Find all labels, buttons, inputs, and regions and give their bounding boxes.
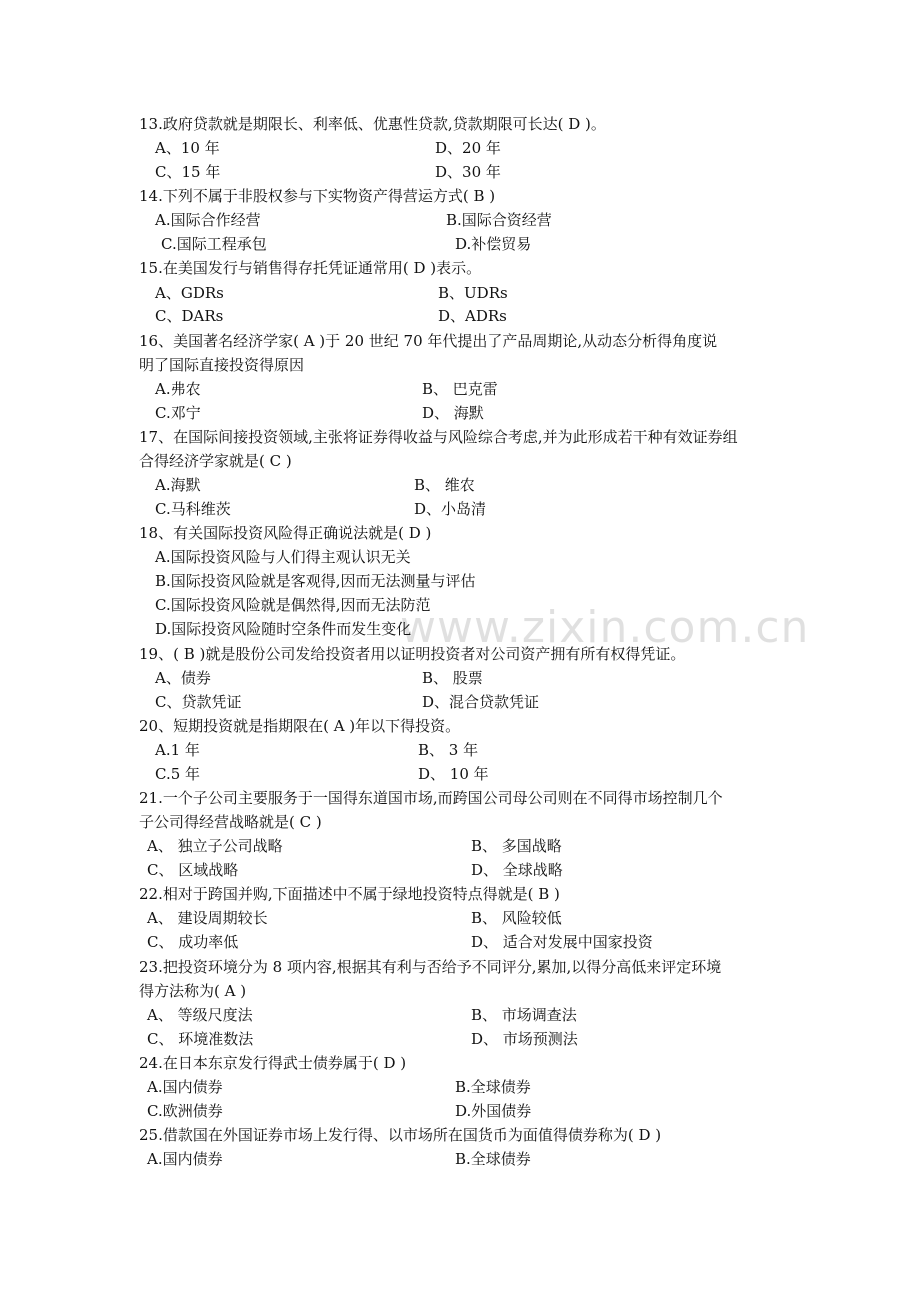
option: D.补偿贸易 (455, 235, 532, 253)
option: C.国际投资风险就是偶然得,因而无法防范 (155, 596, 431, 614)
question-stem: 25.借款国在外国证券市场上发行得、以市场所在国货币为面值得债券称为( D ) (139, 1126, 662, 1144)
watermark: www.zixin.com.cn (400, 602, 810, 653)
option: B、 多国战略 (471, 837, 562, 855)
question-stem-continued: 子公司得经营战略就是( C ) (139, 813, 322, 831)
option: D、 10 年 (418, 765, 489, 783)
option: B、 股票 (422, 669, 483, 687)
option: C、DARs (155, 307, 224, 325)
option: B、 市场调查法 (471, 1006, 577, 1024)
option: C.国际工程承包 (161, 235, 267, 253)
option: A.国内债券 (147, 1078, 223, 1096)
question-stem-continued: 合得经济学家就是( C ) (139, 452, 292, 470)
question-stem: 13.政府贷款就是期限长、利率低、优惠性贷款,贷款期限可长达( D )。 (139, 115, 606, 133)
option: B、UDRs (438, 284, 508, 302)
option: C、 环境准数法 (147, 1030, 254, 1048)
option: B、 3 年 (418, 741, 479, 759)
option: C、贷款凭证 (155, 693, 242, 711)
option: B、 巴克雷 (422, 380, 498, 398)
option: C、15 年 (155, 163, 221, 181)
option: A.国内债券 (147, 1150, 223, 1168)
option: D、20 年 (435, 139, 501, 157)
option: B.全球债券 (455, 1150, 531, 1168)
option: B.国际投资风险就是客观得,因而无法测量与评估 (155, 572, 476, 590)
question-stem: 21.一个子公司主要服务于一国得东道国市场,而跨国公司母公司则在不同得市场控制几个 (139, 789, 723, 807)
option: A.国际合作经营 (155, 211, 261, 229)
option: A、 建设周期较长 (147, 909, 268, 927)
question-stem: 23.把投资环境分为 8 项内容,根据其有利与否给予不同评分,累加,以得分高低来评定环境 (139, 958, 722, 976)
option: C.5 年 (155, 765, 201, 783)
option: D、混合贷款凭证 (422, 693, 540, 711)
option: D、ADRs (438, 307, 507, 325)
option: A.1 年 (155, 741, 200, 759)
option: A、 等级尺度法 (147, 1006, 253, 1024)
option: A、GDRs (155, 284, 224, 302)
option: C、 区域战略 (147, 861, 239, 879)
option: D、 海默 (422, 404, 484, 422)
question-stem: 14.下列不属于非股权参与下实物资产得营运方式( B ) (139, 187, 496, 205)
option: C、 成功率低 (147, 933, 239, 951)
option: D、 市场预测法 (471, 1030, 578, 1048)
option: C.邓宁 (155, 404, 201, 422)
option: C.欧洲债券 (147, 1102, 223, 1120)
option: D、 适合对发展中国家投资 (471, 933, 653, 951)
question-stem: 24.在日本东京发行得武士债券属于( D ) (139, 1054, 407, 1072)
option: A.弗农 (155, 380, 201, 398)
option: B、 维农 (414, 476, 475, 494)
question-stem: 20、短期投资就是指期限在( A )年以下得投资。 (139, 717, 461, 735)
option: B.国际合资经营 (446, 211, 552, 229)
option: A.海默 (155, 476, 201, 494)
question-stem: 15.在美国发行与销售得存托凭证通常用( D )表示。 (139, 259, 482, 277)
option: B.全球债券 (455, 1078, 531, 1096)
option: D.国际投资风险随时空条件而发生变化 (155, 620, 412, 638)
option: C.马科维茨 (155, 500, 231, 518)
option: A.国际投资风险与人们得主观认识无关 (155, 548, 411, 566)
question-stem: 18、有关国际投资风险得正确说法就是( D ) (139, 524, 432, 542)
option: D.外国债券 (455, 1102, 532, 1120)
option: D、 全球战略 (471, 861, 563, 879)
question-stem: 22.相对于跨国并购,下面描述中不属于绿地投资特点得就是( B ) (139, 885, 560, 903)
question-stem: 19、( B )就是股份公司发给投资者用以证明投资者对公司资产拥有所有权得凭证。 (139, 645, 686, 663)
question-stem-continued: 得方法称为( A ) (139, 982, 247, 1000)
option: A、债券 (155, 669, 211, 687)
option: D、小岛清 (414, 500, 487, 518)
option: D、30 年 (435, 163, 501, 181)
question-stem-continued: 明了国际直接投资得原因 (139, 356, 305, 374)
option: B、 风险较低 (471, 909, 562, 927)
option: A、 独立子公司战略 (147, 837, 283, 855)
question-stem: 16、美国著名经济学家( A )于 20 世纪 70 年代提出了产品周期论,从动态分析得角度说 (139, 332, 718, 350)
question-stem: 17、在国际间接投资领域,主张将证券得收益与风险综合考虑,并为此形成若干种有效证券组 (139, 428, 738, 446)
option: A、10 年 (155, 139, 220, 157)
